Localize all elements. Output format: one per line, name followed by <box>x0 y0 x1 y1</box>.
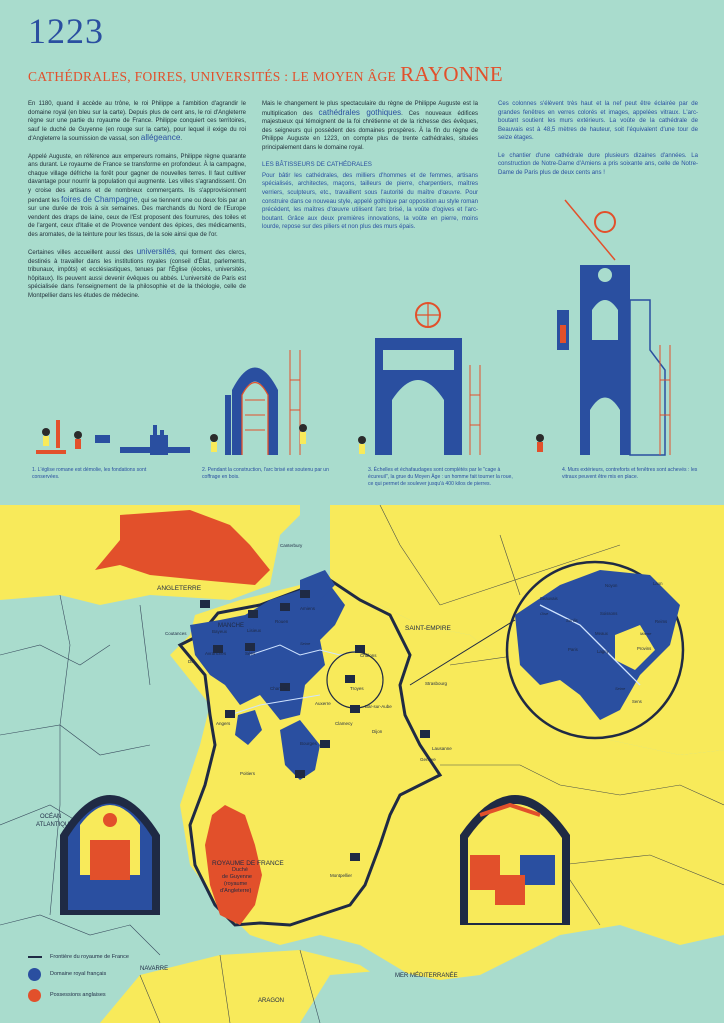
city-angers: Angers <box>216 721 231 726</box>
city-lisieux: Lisieux <box>247 628 262 633</box>
label-atlantique: ATLANTIQUE <box>36 822 74 828</box>
keyword-allegeance: allégeance <box>140 133 181 143</box>
paragraph: Appelé Auguste, en référence aux empereurs romains, Philippe règne quarante ans durant. Le royaume de France se transforme en profondeur. À la campagne, chaque village défriche la forêt pour gagner de nouvelles terres. Il faut cultiver davantage pour nourrir la population qui augmente. Les villes s'agrandissent. On y croise des artisans et de nombreux commerçants. Ils s'approvisionnent pendant les foires de Champagne, qui se tiennent une ou deux fois par an sur une durée de trois à six semaines. Des marchands du Nord de l'Europe vendent des draps de laine, ceux de l'Est proposent des fourrures, des toiles et de l'argent, ceux d'Italie et de Provence vendent des épices, des médicaments, des aromates, de la teinture pour les tissus, de la soie ainsi que de l'or. <box>28 153 246 238</box>
city-lausanne: Lausanne <box>432 746 452 751</box>
legend-border: Frontière du royaume de France <box>28 954 129 960</box>
city-bourges: Bourges <box>300 741 317 746</box>
legend-english: Possessions anglaises <box>28 992 106 998</box>
page-subtitle <box>28 62 503 87</box>
city-chalons: Châlons <box>360 653 377 658</box>
subtitle-main: CATHÉDRALES, FOIRES, UNIVERSITÉS : LE MOYEN ÂGE <box>28 69 397 84</box>
city-montpellier: Montpellier <box>330 873 353 878</box>
river-oise: Oise <box>540 611 549 616</box>
label-royaume: ROYAUME DE FRANCE <box>212 860 284 867</box>
river-seine-zoom: Seine <box>615 686 626 691</box>
city-bayeux: Bayeux <box>212 629 228 634</box>
city-troyes: Troyes <box>350 686 364 691</box>
paragraph: Pour bâtir les cathédrales, des milliers d'hommes et de femmes, artisans spécialisés, architectes, maçons, tailleurs de pierre, charpentiers, maîtres verriers, sculpteurs, etc., travaillent sous l'autorité du maître d'œuvre. Pour construire dans ce nouveau style, appelé gothique par opposition au style roman précédent, les maîtres d'œuvre utilisent l'arc brisé, la voûte d'ogives et l'arc-boutant. Grâce aux deux premières innovations, la voûte en pierre, moins lourde, repose sur des piliers et non plus des murs épais. <box>262 172 478 231</box>
city-bar-sur-aube: Bar-sur-Aube <box>365 704 392 709</box>
city-dol: Dol <box>188 659 195 664</box>
paragraph: Certaines villes accueillent aussi des universités, qui forment des clercs, destinés à travailler dans les institutions royales (conseil d'État, parlements, tribunaux, impôts) et ecclésiastiques, tenues par l'Église (écoles, universités, hôpitaux). Ils peuvent aussi devenir évêques ou abbés. L'université de Paris est spécialisée dans l'enseignement de la philosophie et de la théologie, celle de Montpellier dans les études de médecine. <box>28 247 246 300</box>
city-soissons: Soissons <box>600 611 618 616</box>
city-senlis: Senlis <box>566 618 578 623</box>
section-heading: LES BÂTISSEURS DE CATHÉDRALES <box>262 161 372 169</box>
city-sens: Sens <box>632 699 642 704</box>
city-dijon: Dijon <box>372 729 383 734</box>
label-aragon: ARAGON <box>258 998 285 1004</box>
city-reims: Reims <box>655 619 668 624</box>
city-coutances: Coutances <box>165 631 187 636</box>
label-ocean: OCÉAN <box>40 814 62 820</box>
city-chartres: Chartres <box>270 686 288 691</box>
text-panel <box>0 0 724 505</box>
page-title: 1223 <box>28 11 104 51</box>
city-poitiers: Poitiers <box>240 771 256 776</box>
city-amiens: Amiens <box>300 606 316 611</box>
city-rouen: Rouen <box>275 619 289 624</box>
blue-dot-icon <box>28 968 41 981</box>
label-manche: MANCHE <box>218 623 245 629</box>
caption-stage-2: 2. Pendant la construction, l'arc brisé est soutenu par un coffrage en bois. <box>202 467 329 480</box>
river-marne: Marne <box>640 631 652 636</box>
label-mediterranee: MER MÉDITERRANÉE <box>395 973 458 979</box>
city-strasbourg: Strasbourg <box>425 681 448 686</box>
map-1223-france <box>0 505 724 1023</box>
construction-illustration <box>0 150 724 470</box>
label-angleterre: ANGLETERRE <box>157 585 202 592</box>
keyword-cathedrales: cathédrales gothiques <box>318 107 402 117</box>
city-paris: Paris <box>568 647 578 652</box>
city-avranches: Avranches <box>205 651 227 656</box>
city-clamecy: Clamecy <box>335 721 353 726</box>
keyword-foires: foires de Champagne <box>61 194 138 204</box>
city-geneve: Genève <box>420 757 436 762</box>
river-seine: Seine <box>300 641 311 646</box>
label-guyenne-1: Duché <box>232 867 248 873</box>
city-lagny: Lagny <box>597 649 609 654</box>
stage-4-cathedral-icon <box>536 200 670 455</box>
legend-domain: Domaine royal français <box>28 971 106 977</box>
stage-1-ruins-icon <box>36 420 190 455</box>
label-saint-empire: SAINT-EMPIRE <box>405 625 451 632</box>
label-guyenne-2: de Guyenne <box>222 874 252 880</box>
city-auxerre: Auxerre <box>315 701 331 706</box>
city-noyon: Noyon <box>605 583 618 588</box>
city-sees: Sées <box>245 651 256 656</box>
stage-3-crane-icon <box>358 303 480 455</box>
caption-stage-4: 4. Murs extérieurs, contreforts et fenêtres sont achevés : les vitraux peuvent être mis en place. <box>562 467 698 480</box>
caption-stage-1: 1. L'église romane est démolie, les fondations sont conservées. <box>32 467 147 480</box>
paragraph: En 1180, quand il accède au trône, le roi Philippe a l'ambition d'agrandir le domaine royal (en bleu sur la carte). Depuis plus de cent ans, le roi d'Angleterre règne sur une partie du royaume de France. Philippe conquiert ces territoires, sauf le duché de Guyenne (en rouge sur la carte), pour lequel il exige du roi d'Angleterre la soumission de vassal, son allégeance. <box>28 101 246 143</box>
subtitle-emphasis: RAYONNE <box>400 62 503 86</box>
label-navarre: NAVARRE <box>140 966 169 972</box>
label-guyenne-3: (royaume <box>224 881 248 887</box>
paragraph: Ces colonnes s'élèvent très haut et la nef peut être éclairée par de grandes fenêtres en verres colorés et images, appelées vitraux. L'arc-boutant soutient les murs extérieurs. La voûte de la cathédrale de Beauvais est à 48,5 mètres de hauteur, soit l'équivalent d'une tour de seize étages. <box>498 101 698 142</box>
red-dot-icon <box>28 989 41 1002</box>
border-line-icon <box>28 956 42 958</box>
keyword-universites: universités <box>136 247 175 257</box>
city-beauvais: Beauvais <box>540 596 558 601</box>
stage-2-arch-icon <box>210 350 307 455</box>
city-canterbury: Canterbury <box>280 543 303 548</box>
city-provins: Provins <box>637 646 652 651</box>
caption-stage-3: 3. Échelles et échafaudages sont complétés par le "cage à écureuil", la grue du Moyen Âge : un homme fait tourner la roue, ce qui permet de soulever jusqu'à 400 kilos de pierres. <box>368 467 513 487</box>
city-meaux: Meaux <box>595 631 608 636</box>
label-guyenne-4: d'Angleterre) <box>220 888 252 894</box>
paragraph: Mais le changement le plus spectaculaire du règne de Philippe Auguste est la multiplication des cathédrales gothiques. Ces nouveaux édifices majestueux qui témoignent de la foi chrétienne et de la richesse des évêques, des seigneurs qui possèdent des domaines prospères. À la fin du règne de Philippe Auguste en 1223, on compte plus de trente cathédrales, situées principalement dans le domaine royal. <box>262 101 478 151</box>
city-laon: Laon <box>653 581 663 586</box>
paragraph: Le chantier d'une cathédrale dure plusieurs dizaines d'années. La construction de Notre-Dame d'Amiens a pris soixante ans, celle de Notre-Dame de Paris plus de deux cents ans ! <box>498 152 698 176</box>
